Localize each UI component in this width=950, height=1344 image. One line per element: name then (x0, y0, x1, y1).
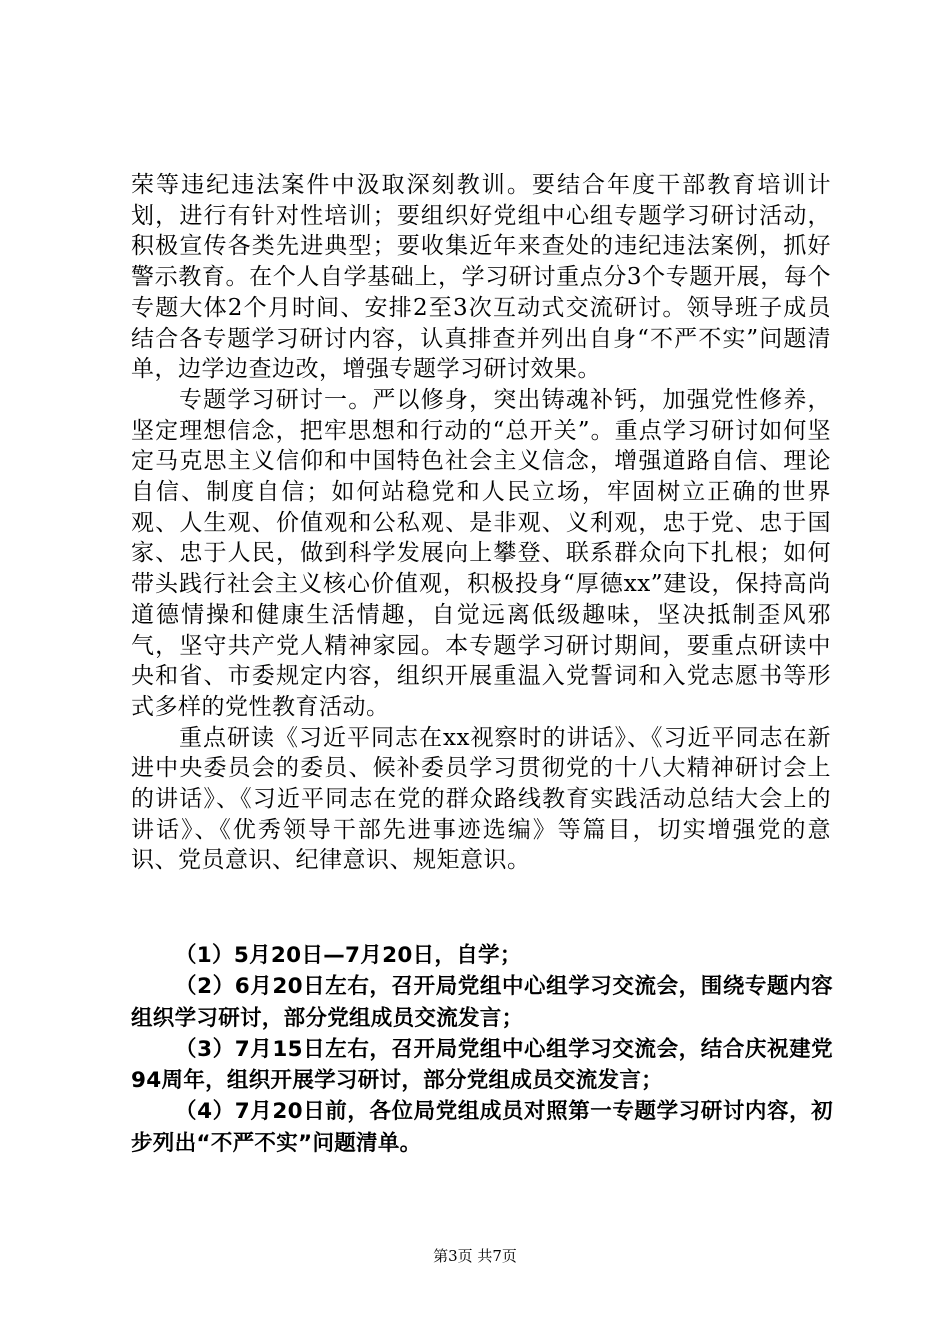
paragraph: 专题学习研讨一。严以修身，突出铸魂补钙，加强党性修养，坚定理想信念，把牢思想和行动的“总开关”。重点学习研讨如何坚定马克思主义信仰和中国特色社会主义信念，增强道路自信、理论自信、制度自信；如何站稳党和人民立场，牢固树立正确的世界观、人生观、价值观和公私观、是非观、义利观，忠于党、忠于国家、忠于人民，做到科学发展向上攀登、联系群众向下扎根；如何带头践行社会主义核心价值观，积极投身“厚德xx”建设，保持高尚道德情操和健康生活情趣，自觉远离低级趣味，坚决抵制歪风邪气，坚守共产党人精神家园。本专题学习研讨期间，要重点研读中央和省、市委规定内容，组织开展重温入党誓词和入党志愿书等形式多样的党性教育活动。 (131, 386, 831, 720)
list-item: （4）7月20日前，各位局党组成员对照第一专题学习研讨内容，初步列出“不严不实”问题清单。 (131, 1099, 833, 1156)
schedule-list (131, 940, 833, 1159)
paragraph: 荣等违纪违法案件中汲取深刻教训。要结合年度干部教育培训计划，进行有针对性培训；要组织好党组中心组专题学习研讨活动，积极宣传各类先进典型；要收集近年来查处的违纪违法案例，抓好警示教育。在个人自学基础上，学习研讨重点分3个专题开展，每个专题大体2个月时间、安排2至3次互动式交流研讨。领导班子成员结合各专题学习研讨内容，认真排查并列出自身“不严不实”问题清单，边学边查边改，增强专题学习研讨效果。 (131, 172, 831, 383)
paragraph: 重点研读《习近平同志在xx视察时的讲话》、《习近平同志在新进中央委员会的委员、候补委员学习贯彻党的十八大精神研讨会上的讲话》、《习近平同志在党的群众路线教育实践活动总结大会上的讲话》、《优秀领导干部先进事迹选编》等篇目，切实增强党的意识、党员意识、纪律意识、规矩意识。 (131, 724, 831, 874)
list-item: （2）6月20日左右，召开局党组中心组学习交流会，围绕专题内容组织学习研讨，部分党组成员交流发言； (131, 974, 833, 1031)
page-footer: 第3页 共7页 (433, 1247, 517, 1265)
list-item: （3）7月15日左右，召开局党组中心组学习交流会，结合庆祝建党94周年，组织开展学习研讨，部分党组成员交流发言； (131, 1036, 833, 1094)
document-body (131, 170, 831, 876)
list-item: （1）5月20日—7月20日，自学； (175, 943, 522, 968)
